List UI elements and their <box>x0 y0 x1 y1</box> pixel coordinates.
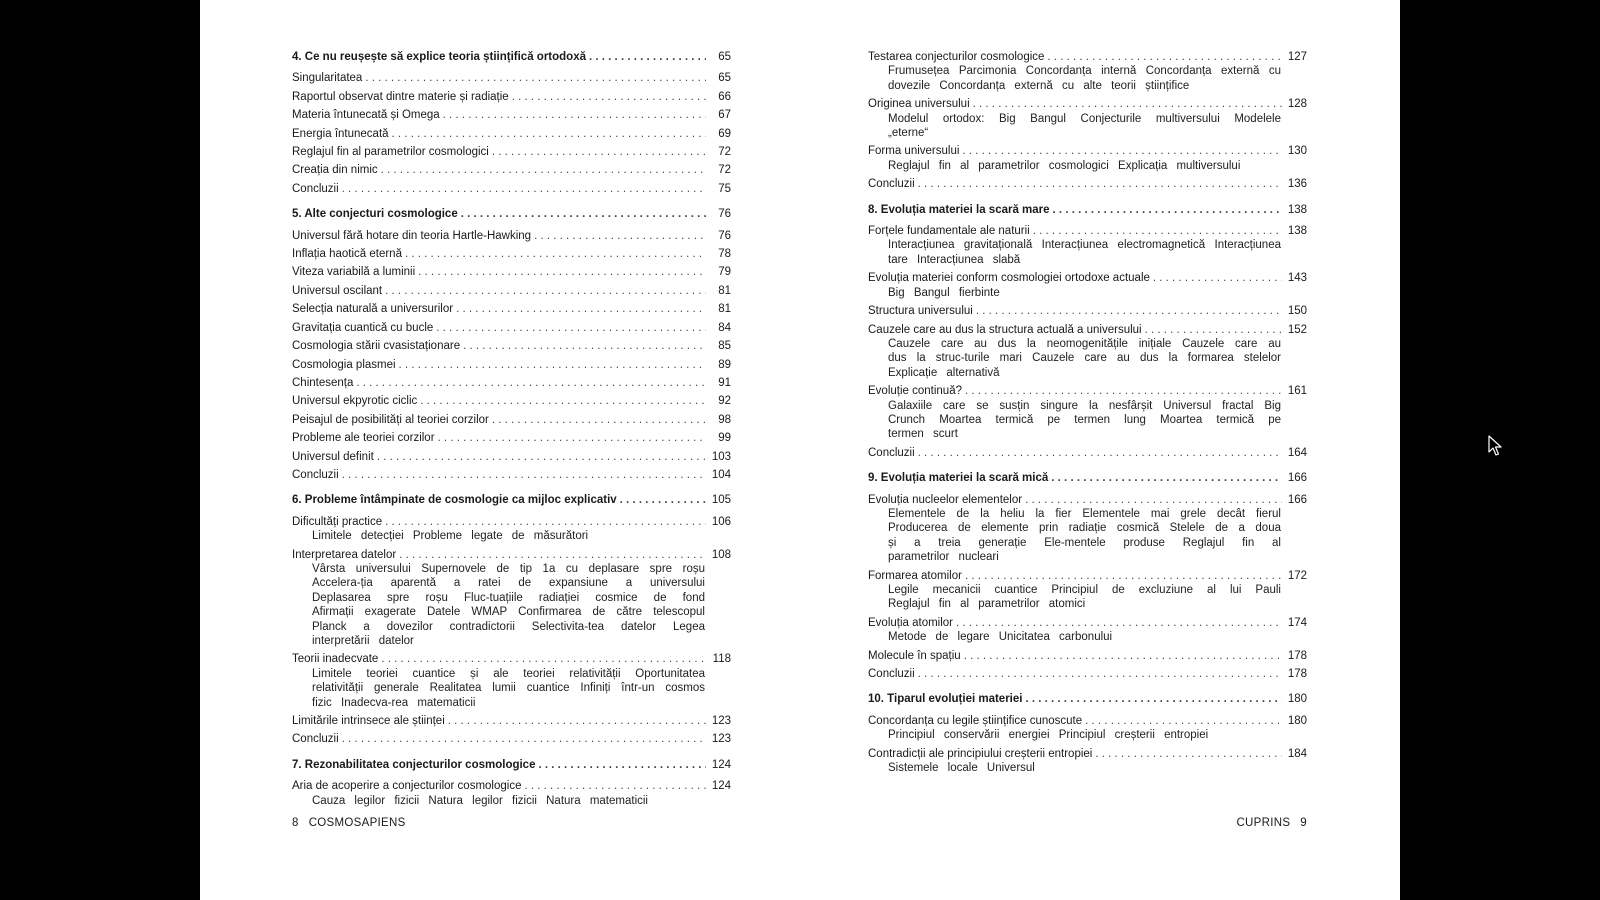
toc-line <box>868 493 1307 507</box>
toc-chapter <box>292 758 731 772</box>
toc-page-number: 174 <box>1287 616 1307 629</box>
toc-line <box>292 468 731 482</box>
toc-leader-dots <box>463 339 706 353</box>
toc-title: Structura universului <box>868 305 973 318</box>
toc-title: Originea universului <box>868 98 970 111</box>
toc-line <box>292 376 731 390</box>
toc-entry <box>868 323 1307 381</box>
toc-line <box>868 747 1307 761</box>
toc-page-number: 118 <box>712 653 731 666</box>
toc-entry <box>292 302 731 316</box>
toc-leader-dots <box>620 493 706 507</box>
toc-entry <box>292 732 731 746</box>
toc-entry <box>292 376 731 390</box>
toc-leader-dots <box>512 90 706 104</box>
toc-title: Universul fără hotare din teoria Hartle-Hawking <box>292 229 532 242</box>
toc-line <box>292 163 731 177</box>
toc-title: Concluzii <box>868 178 915 191</box>
toc-page-number: 72 <box>718 146 731 159</box>
toc-leader-dots <box>1095 747 1282 761</box>
toc-title: 5. Alte conjecturi cosmologice <box>292 208 458 221</box>
toc-title: Universul ekpyrotic ciclic <box>292 395 418 408</box>
toc-leader-dots <box>399 548 706 562</box>
toc-title: Cauzele care au dus la structura actuală a universului <box>868 323 1142 336</box>
toc-title: Concordanța cu legile științifice cunoscute <box>868 714 1083 727</box>
toc-line <box>868 271 1307 285</box>
toc-line <box>292 145 731 159</box>
toc-entry <box>292 339 731 353</box>
toc-leader-dots <box>534 229 706 243</box>
toc-line <box>868 384 1307 398</box>
toc-line <box>868 323 1307 337</box>
toc-chapter <box>292 50 731 64</box>
toc-page-number: 81 <box>718 303 731 316</box>
toc-title: Energia întunecată <box>292 127 389 140</box>
toc-page-number: 106 <box>711 515 731 528</box>
toc-entry <box>868 446 1307 460</box>
toc-leader-dots <box>956 616 1282 630</box>
toc-page-number: 178 <box>1287 649 1307 662</box>
toc-leader-dots <box>1025 493 1282 507</box>
toc-page-number: 166 <box>1287 472 1307 485</box>
toc-right-column <box>868 50 1307 779</box>
toc-leader-dots <box>492 413 706 427</box>
toc-line <box>292 127 731 141</box>
toc-subsections: Big Bangul fierbinte <box>888 286 1000 299</box>
toc-leader-dots <box>420 394 706 408</box>
toc-page-number: 164 <box>1287 446 1307 459</box>
toc-entry <box>292 145 731 159</box>
toc-entry <box>292 358 731 372</box>
toc-title: 7. Rezonabilitatea conjecturilor cosmologice <box>292 758 536 771</box>
toc-line <box>868 692 1307 706</box>
toc-leader-dots <box>1051 471 1282 485</box>
toc-subsections: Frumusețea Parcimonia Concordanța internă Concordanța externă cu dovezile Concordanța externă cu alte teorii științifice <box>888 65 1281 92</box>
toc-page-number: 67 <box>718 109 731 122</box>
toc-leader-dots <box>443 108 706 122</box>
toc-page-number: 103 <box>711 450 731 463</box>
toc-leader-dots <box>918 446 1282 460</box>
toc-title: Forma universului <box>868 145 960 158</box>
toc-line <box>292 394 731 408</box>
toc-line <box>292 71 731 85</box>
toc-chapter <box>292 493 731 507</box>
toc-page-number: 184 <box>1287 747 1307 760</box>
toc-page-number: 69 <box>718 127 731 140</box>
toc-line <box>868 304 1307 318</box>
toc-leader-dots <box>918 177 1282 191</box>
toc-line <box>292 229 731 243</box>
toc-chapter <box>868 692 1307 706</box>
toc-entry <box>292 247 731 261</box>
toc-title: Teorii inadecvate <box>292 653 379 666</box>
toc-title: Peisajul de posibilități al teoriei corzilor <box>292 413 489 426</box>
toc-line <box>292 431 731 445</box>
toc-line <box>868 144 1307 158</box>
toc-title: Concluzii <box>868 446 915 459</box>
toc-subsections: Vârsta universului Supernovele de tip 1a cu deplasare spre roșu Accelera-ția aparentă a ratei de expansiune a universului Deplasarea spre roșu Fluc-tuațiile radiației cosmice de fond Afirmații exagerate Datele WMAP Confirmarea de către telescopul Planck a dovezilor contradictorii Selectivita-tea datelor Legea interpretării datelor <box>312 562 705 647</box>
toc-entry <box>868 384 1307 442</box>
page-number-left: 8 <box>292 817 299 829</box>
toc-title: Testarea conjecturilor cosmologice <box>868 51 1045 63</box>
toc-line <box>292 515 731 529</box>
toc-line <box>292 493 731 507</box>
toc-title: Concluzii <box>292 733 339 746</box>
toc-entry <box>292 779 731 808</box>
toc-page-number: 172 <box>1287 569 1307 582</box>
toc-leader-dots <box>1033 224 1282 238</box>
toc-page-number: 123 <box>711 715 731 728</box>
toc-entry <box>868 667 1307 681</box>
toc-entry <box>292 265 731 279</box>
toc-entry <box>292 284 731 298</box>
toc-chapter <box>868 471 1307 485</box>
toc-line <box>292 413 731 427</box>
toc-page-number: 65 <box>718 72 731 85</box>
toc-subsections: Legile mecanicii cuantice Principiul de excluziune al lui Pauli Reglajul fin al parametrilor atomici <box>888 584 1281 611</box>
toc-subsections: Interacțiunea gravitațională Interacțiunea electromagnetică Interacțiunea tare Interacțiunea slabă <box>888 239 1281 266</box>
toc-leader-dots <box>962 144 1282 158</box>
toc-line <box>292 358 731 372</box>
toc-title: 10. Tiparul evoluției materiei <box>868 693 1023 706</box>
toc-page-number: 150 <box>1287 305 1307 318</box>
toc-chapter <box>868 203 1307 217</box>
footer-right <box>1225 817 1307 829</box>
toc-title: Formarea atomilor <box>868 569 962 582</box>
toc-line <box>868 446 1307 460</box>
toc-subsections: Limitele teoriei cuantice și ale teoriei relativității Oportunitatea relativității generale Realitatea lumii cuantice Infiniți într-un cosmos fizic Inadecva-rea matematicii <box>312 667 705 709</box>
toc-title: Chintesența <box>292 376 354 389</box>
toc-page-number: 130 <box>1287 145 1307 158</box>
toc-line <box>868 616 1307 630</box>
toc-page-number: 161 <box>1287 385 1307 398</box>
toc-line <box>292 182 731 196</box>
toc-title: Limitările intrinsece ale științei <box>292 715 445 728</box>
toc-entry <box>292 394 731 408</box>
toc-title: Gravitația cuantică cu bucle <box>292 321 434 334</box>
toc-leader-dots <box>589 50 706 64</box>
toc-entry <box>868 224 1307 267</box>
toc-leader-dots <box>392 127 706 141</box>
toc-subsections: Galaxiile care se susțin singure la nesfârșit Universul fractal Big Crunch Moartea termică pe termen lung Moartea termică pe termen scurt <box>888 399 1281 441</box>
toc-leader-dots <box>342 468 706 482</box>
toc-page-number: 105 <box>711 494 731 507</box>
toc-leader-dots <box>377 450 706 464</box>
toc-leader-dots <box>438 431 706 445</box>
toc-line <box>868 97 1307 111</box>
toc-page-number: 76 <box>718 208 731 221</box>
toc-entry <box>868 97 1307 140</box>
toc-title: 4. Ce nu reușește să explice teoria științifică ortodoxă <box>292 51 586 63</box>
toc-entry <box>292 450 731 464</box>
toc-leader-dots <box>342 732 706 746</box>
toc-entry <box>868 616 1307 645</box>
toc-page-number: 104 <box>711 468 731 481</box>
toc-entry <box>868 271 1307 300</box>
toc-line <box>292 50 731 64</box>
toc-title: Materia întunecată și Omega <box>292 109 440 122</box>
toc-entry <box>868 569 1307 612</box>
toc-title: 9. Evoluția materiei la scară mică <box>868 472 1049 485</box>
toc-leader-dots <box>1153 271 1282 285</box>
toc-title: Evoluție continuă? <box>868 385 962 398</box>
toc-title: Concluzii <box>868 668 915 681</box>
toc-entry <box>292 182 731 196</box>
toc-page-number: 89 <box>718 358 731 371</box>
toc-leader-dots <box>1085 714 1282 728</box>
toc-title: Interpretarea datelor <box>292 548 397 561</box>
toc-page-number: 166 <box>1287 493 1307 506</box>
toc-title: Creația din nimic <box>292 164 378 177</box>
toc-page-number: 124 <box>711 780 731 793</box>
toc-entry <box>292 652 731 710</box>
toc-page-number: 124 <box>711 758 731 771</box>
running-head-right: CUPRINS <box>1236 817 1291 829</box>
toc-line <box>292 302 731 316</box>
toc-leader-dots <box>356 376 706 390</box>
toc-line <box>868 714 1307 728</box>
toc-line <box>292 247 731 261</box>
toc-page-number: 72 <box>718 164 731 177</box>
toc-line <box>868 667 1307 681</box>
toc-title: Probleme ale teoriei corzilor <box>292 432 435 445</box>
toc-entry <box>868 50 1307 93</box>
toc-title: Singularitatea <box>292 72 363 85</box>
toc-entry <box>292 127 731 141</box>
toc-leader-dots <box>418 265 706 279</box>
toc-title: Universul oscilant <box>292 284 383 297</box>
toc-page-number: 128 <box>1287 98 1307 111</box>
toc-title: Contradicții ale principiului creșterii entropiei <box>868 747 1093 760</box>
toc-page-number: 98 <box>718 413 731 426</box>
toc-title: 8. Evoluția materiei la scară mare <box>868 203 1050 216</box>
toc-subsections: Principiul conservării energiei Principiul creșterii entropiei <box>888 729 1209 742</box>
toc-page-number: 178 <box>1287 668 1307 681</box>
toc-subsections: Modelul ortodox: Big Bangul Conjecturile multiversului Modelele „eterne“ <box>888 112 1281 140</box>
toc-entry <box>292 229 731 243</box>
toc-line <box>868 649 1307 663</box>
toc-page-number: 65 <box>718 51 731 63</box>
toc-page-number: 84 <box>718 321 731 334</box>
toc-subsections: Metode de legare Unicitatea carbonului <box>888 631 1113 644</box>
toc-page-number: 91 <box>718 376 731 389</box>
toc-page-number: 108 <box>711 548 731 561</box>
toc-title: Cosmologia plasmei <box>292 358 396 371</box>
toc-page-number: 136 <box>1287 178 1307 191</box>
toc-page-number: 127 <box>1287 51 1307 63</box>
toc-line <box>292 207 731 221</box>
toc-entry <box>292 431 731 445</box>
toc-leader-dots <box>1047 50 1282 64</box>
mouse-pointer-icon <box>1488 435 1504 457</box>
book-spread <box>200 0 1400 900</box>
toc-line <box>292 339 731 353</box>
toc-line <box>292 652 731 666</box>
toc-page-number: 180 <box>1287 693 1307 706</box>
toc-entry <box>292 163 731 177</box>
toc-leader-dots <box>365 71 706 85</box>
toc-leader-dots <box>342 182 706 196</box>
toc-page-number: 81 <box>718 284 731 297</box>
toc-entry <box>292 468 731 482</box>
toc-entry <box>292 71 731 85</box>
toc-entry <box>868 747 1307 776</box>
toc-page-number: 79 <box>718 266 731 279</box>
toc-leader-dots <box>381 652 706 666</box>
toc-entry <box>868 649 1307 663</box>
toc-entry <box>292 90 731 104</box>
toc-leader-dots <box>385 284 706 298</box>
toc-leader-dots <box>965 384 1282 398</box>
toc-page-number: 66 <box>718 90 731 103</box>
toc-subsections: Cauzele care au dus la neomogenitățile inițiale Cauzele care au dus la struc-turile mari Cauzele care au dus la formarea stelelor Explicație alternativă <box>888 337 1281 379</box>
toc-leader-dots <box>538 758 706 772</box>
toc-leader-dots <box>918 667 1282 681</box>
toc-page-number: 76 <box>718 229 731 242</box>
toc-line <box>868 203 1307 217</box>
toc-leader-dots <box>456 302 706 316</box>
toc-chapter <box>292 207 731 221</box>
toc-leader-dots <box>1145 323 1282 337</box>
toc-subsections: Reglajul fin al parametrilor cosmologici Explicația multiversului <box>888 159 1241 172</box>
toc-leader-dots <box>976 304 1282 318</box>
toc-leader-dots <box>964 649 1282 663</box>
toc-entry <box>868 304 1307 318</box>
toc-page-number: 152 <box>1287 323 1307 336</box>
toc-title: Aria de acoperire a conjecturilor cosmologice <box>292 780 522 793</box>
toc-line <box>292 450 731 464</box>
toc-leader-dots <box>492 145 706 159</box>
toc-leader-dots <box>1053 203 1282 217</box>
toc-line <box>868 471 1307 485</box>
toc-leader-dots <box>1025 692 1282 706</box>
toc-subsections: Limitele detecției Probleme legate de măsurători <box>312 530 589 543</box>
toc-subsections: Sistemele locale Universul <box>888 762 1035 775</box>
toc-entry <box>292 515 731 544</box>
toc-page-number: 92 <box>718 395 731 408</box>
toc-title: Universul definit <box>292 450 374 463</box>
toc-entry <box>868 144 1307 173</box>
toc-page-number: 85 <box>718 340 731 353</box>
toc-line <box>868 177 1307 191</box>
toc-entry <box>292 714 731 728</box>
toc-leader-dots <box>381 163 706 177</box>
toc-entry <box>292 548 731 649</box>
toc-page-number: 123 <box>711 733 731 746</box>
toc-page-number: 138 <box>1287 225 1307 238</box>
toc-entry <box>868 177 1307 191</box>
running-head-left: COSMOSAPIENS <box>308 817 406 829</box>
toc-leader-dots <box>965 569 1282 583</box>
toc-title: 6. Probleme întâmpinate de cosmologie ca mijloc explicativ <box>292 494 617 507</box>
toc-line <box>868 50 1307 64</box>
toc-leader-dots <box>448 714 706 728</box>
toc-title: Reglajul fin al parametrilor cosmologici <box>292 146 489 159</box>
toc-entry <box>868 493 1307 565</box>
toc-leader-dots <box>461 207 706 221</box>
toc-title: Concluzii <box>292 182 339 195</box>
toc-entry <box>292 413 731 427</box>
toc-line <box>868 569 1307 583</box>
toc-leader-dots <box>399 358 706 372</box>
toc-leader-dots <box>436 321 706 335</box>
toc-title: Forțele fundamentale ale naturii <box>868 225 1030 238</box>
toc-line <box>292 108 731 122</box>
toc-line <box>292 321 731 335</box>
toc-line <box>292 732 731 746</box>
toc-title: Concluzii <box>292 468 339 481</box>
toc-leader-dots <box>524 779 706 793</box>
toc-entry <box>868 714 1307 743</box>
toc-title: Molecule în spațiu <box>868 649 961 662</box>
toc-page-number: 138 <box>1287 203 1307 216</box>
toc-entry <box>292 108 731 122</box>
toc-title: Dificultăți practice <box>292 515 383 528</box>
toc-page-number: 143 <box>1287 272 1307 285</box>
toc-line <box>292 548 731 562</box>
toc-title: Raportul observat dintre materie și radiație <box>292 90 509 103</box>
toc-page-number: 78 <box>718 248 731 261</box>
page-number-right: 9 <box>1300 817 1307 829</box>
toc-leader-dots <box>405 247 706 261</box>
toc-line <box>292 758 731 772</box>
footer-left <box>292 817 406 829</box>
toc-page-number: 180 <box>1287 714 1307 727</box>
toc-title: Selecția naturală a universurilor <box>292 303 454 316</box>
toc-title: Evoluția atomilor <box>868 616 954 629</box>
toc-line <box>868 224 1307 238</box>
toc-left-column <box>292 50 731 812</box>
toc-title: Evoluția nucleelor elementelor <box>868 493 1023 506</box>
toc-line <box>292 284 731 298</box>
toc-line <box>292 714 731 728</box>
toc-title: Viteza variabilă a luminii <box>292 266 416 279</box>
toc-line <box>292 265 731 279</box>
toc-page-number: 99 <box>718 432 731 445</box>
toc-title: Cosmologia stării cvasistaționare <box>292 340 461 353</box>
toc-entry <box>292 321 731 335</box>
toc-leader-dots <box>385 515 706 529</box>
toc-title: Inflația haotică eternă <box>292 248 402 261</box>
toc-page-number: 75 <box>718 182 731 195</box>
toc-line <box>292 779 731 793</box>
toc-title: Evoluția materiei conform cosmologiei ortodoxe actuale <box>868 272 1150 285</box>
toc-subsections: Elementele de la heliu la fier Elementele mai grele decât fierul Producerea de elemente prin radiație cosmică Stelele de a doua și a treia generație Ele-mentele produse Reglajul fin al parametrilor nucleari <box>888 507 1281 564</box>
toc-leader-dots <box>973 97 1282 111</box>
toc-subsections: Cauza legilor fizicii Natura legilor fizicii Natura matematicii <box>312 794 648 807</box>
toc-line <box>292 90 731 104</box>
